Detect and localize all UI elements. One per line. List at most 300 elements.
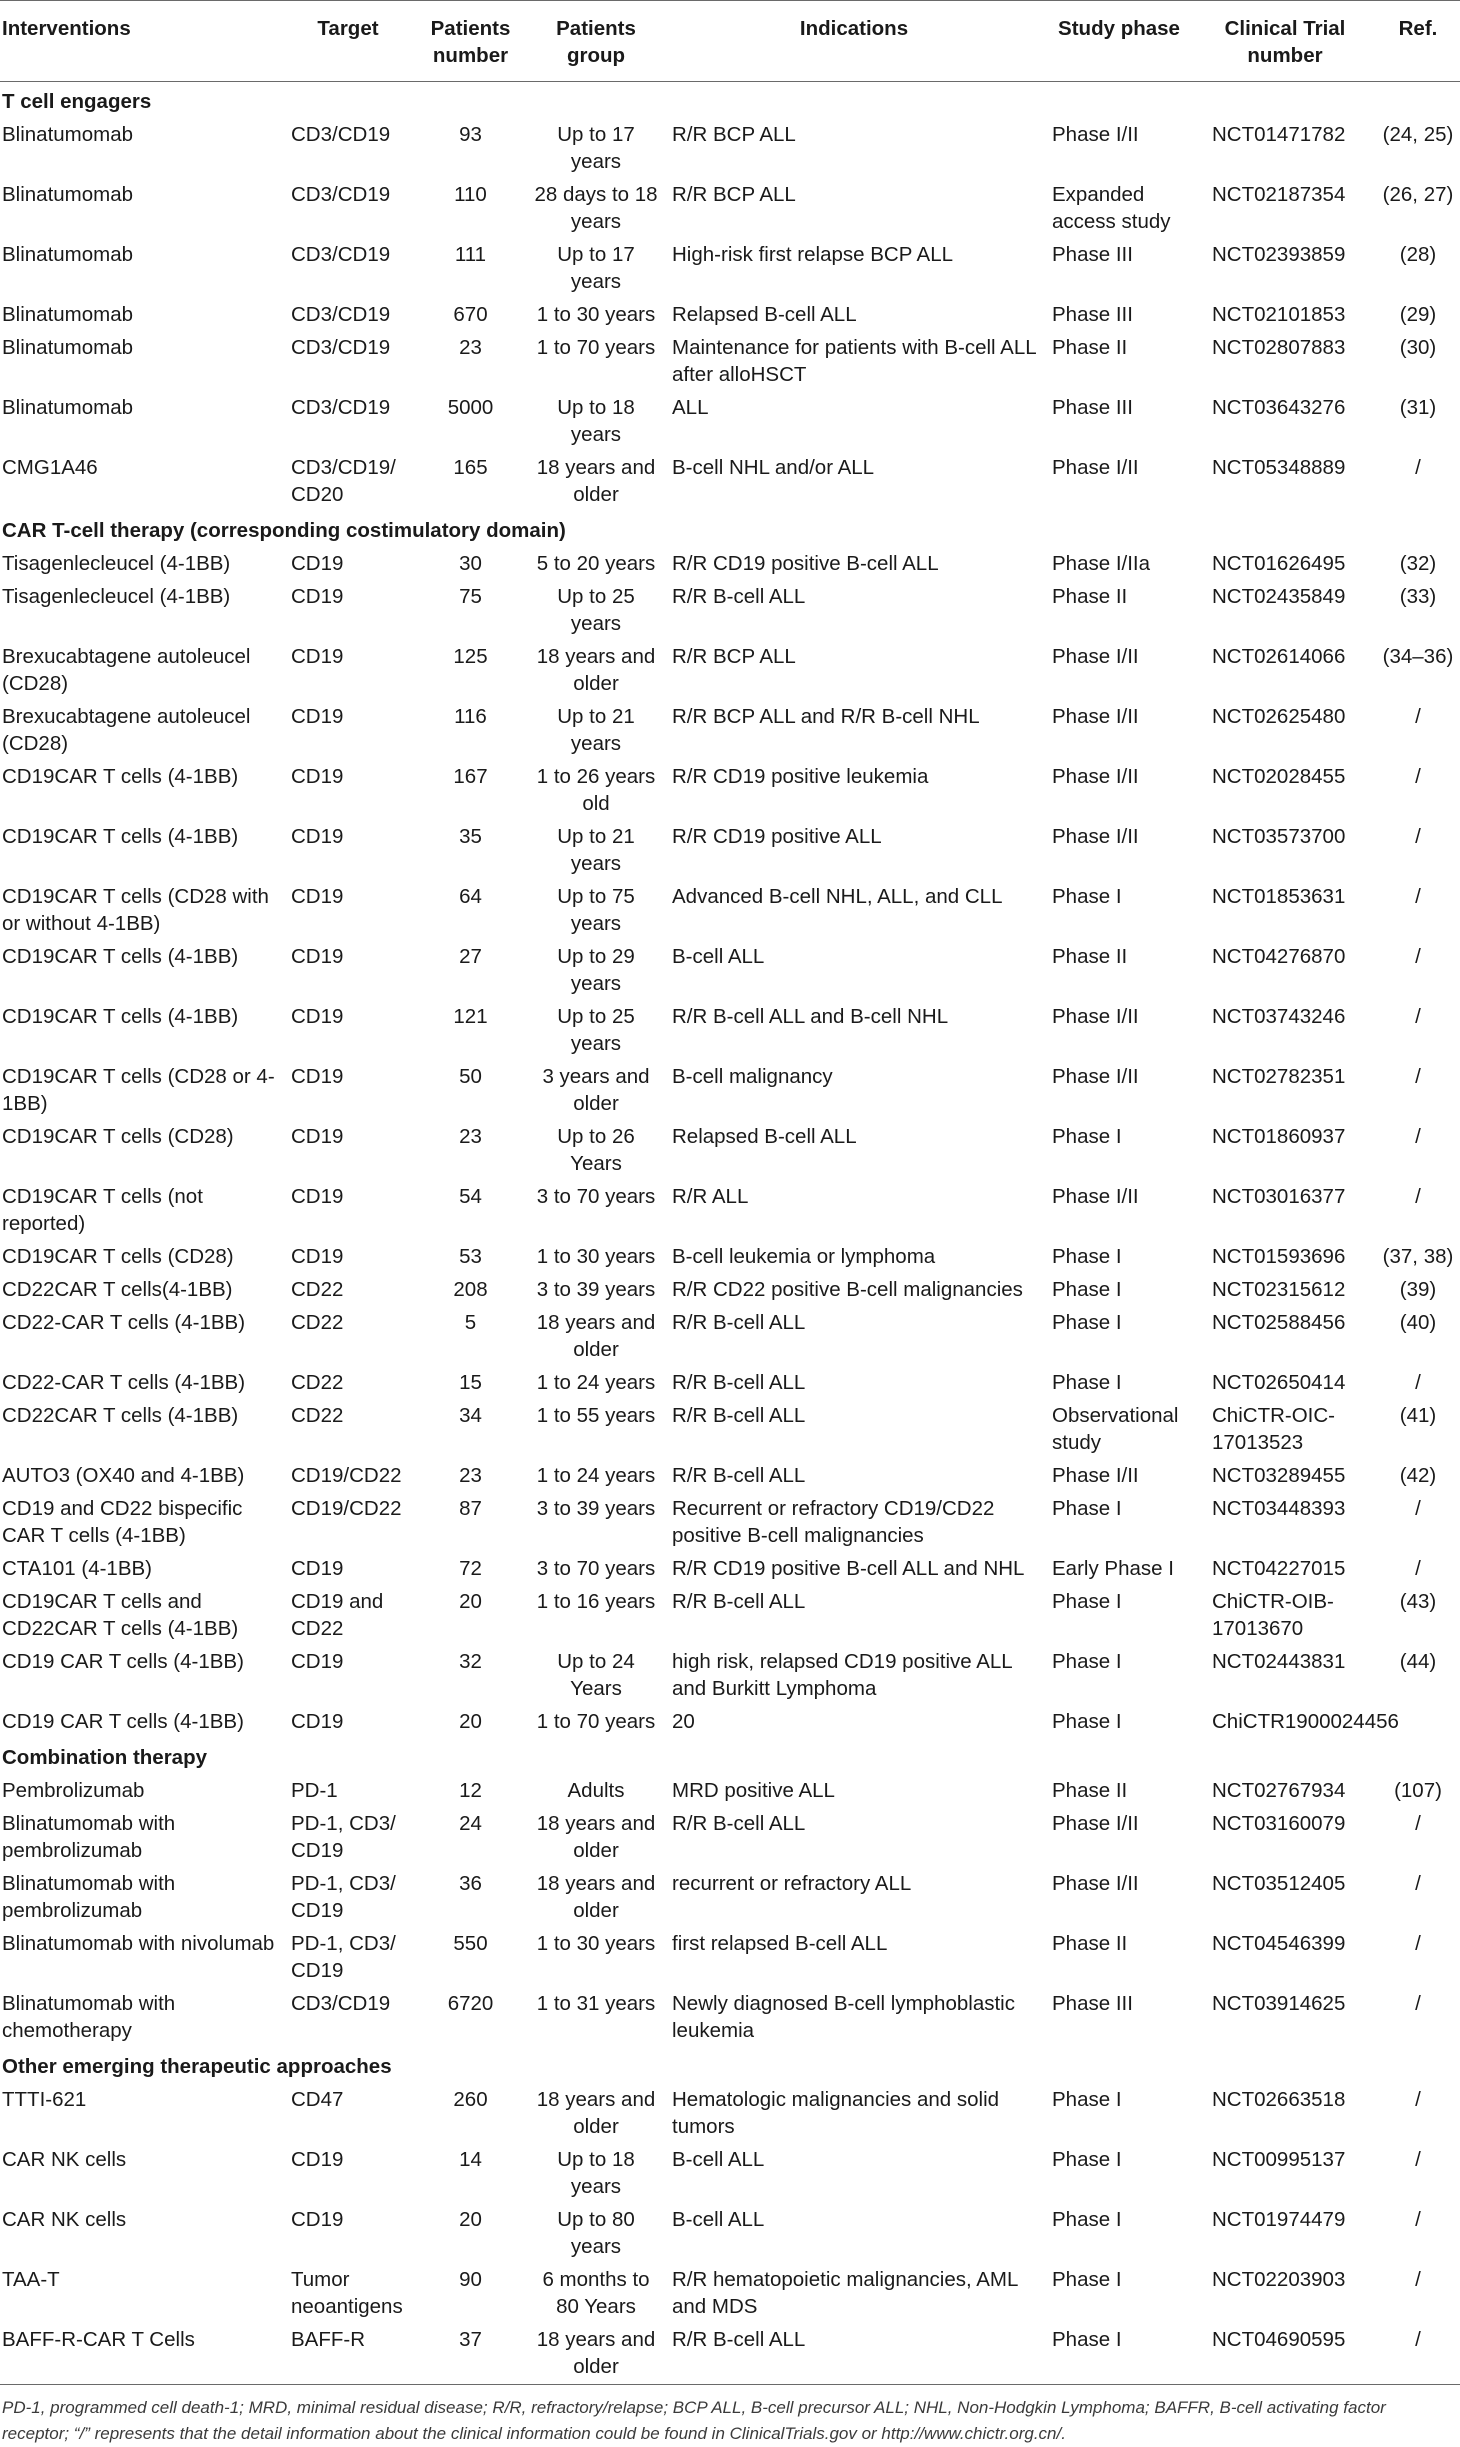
cell-patients-number: 34: [459, 1404, 482, 1427]
table-row: [0, 1492, 1460, 1552]
cell-patients-number: 260: [453, 2088, 488, 2111]
cell-indication: R/R B-cell ALL: [672, 1464, 806, 1487]
cell-study-phase: Phase I/II: [1052, 1185, 1139, 1208]
cell-intervention: Blinatumomab: [2, 396, 134, 419]
cell-patients-number: 670: [453, 303, 488, 326]
cell-target: CD19: [291, 1650, 344, 1673]
cell-patients-number: 5000: [447, 396, 494, 419]
cell-ref: /: [1415, 1557, 1421, 1580]
cell-target: CD19: [291, 825, 344, 848]
cell-ref: (44): [1399, 1650, 1437, 1673]
cell-intervention: Blinatumomab: [2, 183, 134, 206]
cell-patients-group: 1 to 70 years: [536, 1710, 656, 1733]
cell-target: PD-1, CD3/ CD19: [291, 1812, 396, 1862]
cell-ref: /: [1415, 1497, 1421, 1520]
cell-trial-number: NCT03914625: [1212, 1992, 1346, 2015]
table-row: [0, 760, 1460, 820]
cell-trial-number: NCT02614066: [1212, 645, 1346, 668]
table-row: [0, 547, 1460, 580]
cell-target: CD19: [291, 1185, 344, 1208]
cell-study-phase: Phase II: [1052, 585, 1128, 608]
cell-study-phase: Expanded access study: [1052, 183, 1171, 233]
cell-trial-number: NCT04546399: [1212, 1932, 1346, 1955]
cell-patients-group: 1 to 30 years: [536, 1245, 656, 1268]
cell-ref: /: [1415, 2208, 1421, 2231]
table-row: [0, 2263, 1460, 2323]
cell-trial-number: NCT02588456: [1212, 1311, 1346, 1334]
cell-indication: R/R B-cell ALL: [672, 585, 806, 608]
cell-patients-group: Up to 29 years: [557, 945, 635, 995]
cell-ref: (30): [1399, 336, 1437, 359]
cell-indication: high risk, relapsed CD19 positive ALL and Burkitt Lymphoma: [672, 1650, 1012, 1700]
cell-ref: (31): [1399, 396, 1437, 419]
cell-intervention: CD22CAR T cells (4-1BB): [2, 1404, 239, 1427]
cell-target: CD3/CD19: [291, 303, 391, 326]
cell-ref: /: [1415, 705, 1421, 728]
cell-patients-group: 1 to 30 years: [536, 303, 656, 326]
cell-trial-number: NCT02807883: [1212, 336, 1346, 359]
cell-indication: first relapsed B-cell ALL: [672, 1932, 888, 1955]
cell-ref: (34–36): [1382, 645, 1454, 668]
table-row: [0, 238, 1460, 298]
cell-study-phase: Phase I: [1052, 1311, 1122, 1334]
section-header-row: [0, 1738, 1460, 1774]
cell-target: CD19 and CD22: [291, 1590, 384, 1640]
header-indications: Indications: [664, 1, 1044, 82]
cell-patients-number: 111: [454, 243, 487, 266]
cell-trial-number: NCT01626495: [1212, 552, 1346, 575]
cell-intervention: CD19CAR T cells (CD28 with or without 4-1BB): [2, 885, 269, 935]
cell-patients-number: 23: [459, 336, 482, 359]
cell-ref: /: [1415, 825, 1421, 848]
cell-study-phase: Phase I/II: [1052, 1005, 1139, 1028]
cell-patients-number: 125: [453, 645, 488, 668]
cell-patients-group: 1 to 26 years old: [536, 765, 656, 815]
cell-patients-group: Up to 26 Years: [557, 1125, 635, 1175]
header-target: Target: [283, 1, 413, 82]
cell-study-phase: Phase I/II: [1052, 123, 1139, 146]
cell-patients-number: 75: [459, 585, 482, 608]
cell-intervention: CMG1A46: [2, 456, 98, 479]
cell-intervention: CD19CAR T cells (CD28 or 4-1BB): [2, 1065, 275, 1115]
cell-study-phase: Phase I/IIa: [1052, 552, 1151, 575]
cell-trial-number: NCT02767934: [1212, 1779, 1346, 1802]
cell-study-phase: Phase II: [1052, 336, 1128, 359]
cell-target: CD19: [291, 945, 344, 968]
header-trial-number: Clinical Trial number: [1194, 1, 1376, 82]
cell-patients-group: 18 years and older: [536, 645, 656, 695]
cell-patients-number: 14: [459, 2148, 482, 2171]
table-row: [0, 2083, 1460, 2143]
cell-study-phase: Phase I: [1052, 2208, 1122, 2231]
cell-intervention: Tisagenlecleucel (4-1BB): [2, 585, 231, 608]
cell-target: CD3/CD19: [291, 396, 391, 419]
cell-patients-number: 167: [453, 765, 488, 788]
header-patients-number: Patients number: [413, 1, 528, 82]
cell-indication: Advanced B-cell NHL, ALL, and CLL: [672, 885, 1003, 908]
cell-patients-number: 72: [459, 1557, 482, 1580]
table-row: [0, 1306, 1460, 1366]
cell-patients-number: 90: [459, 2268, 482, 2291]
cell-patients-number: 87: [459, 1497, 482, 1520]
header-study-phase: Study phase: [1044, 1, 1194, 82]
cell-patients-number: 15: [459, 1371, 482, 1394]
cell-intervention: CAR NK cells: [2, 2208, 127, 2231]
cell-study-phase: Phase I: [1052, 1650, 1122, 1673]
table-row: [0, 1807, 1460, 1867]
cell-target: CD19/CD22: [291, 1464, 402, 1487]
cell-ref: (41): [1399, 1404, 1437, 1427]
cell-study-phase: Phase I/II: [1052, 1812, 1139, 1835]
cell-patients-group: Up to 18 years: [557, 2148, 635, 2198]
cell-target: CD19: [291, 585, 344, 608]
cell-study-phase: Observational study: [1052, 1404, 1179, 1454]
cell-patients-number: 6720: [447, 1992, 494, 2015]
cell-patients-group: 28 days to 18 years: [534, 183, 658, 233]
cell-intervention: Blinatumomab with nivolumab: [2, 1932, 275, 1955]
cell-indication: R/R BCP ALL: [672, 645, 796, 668]
cell-trial-number: NCT02393859: [1212, 243, 1346, 266]
cell-study-phase: Phase I: [1044, 2323, 1194, 2385]
table-row: [0, 1645, 1460, 1705]
cell-target: Tumor neoantigens: [291, 2268, 403, 2318]
cell-trial-number: NCT03160079: [1212, 1812, 1346, 1835]
cell-indication: R/R BCP ALL and R/R B-cell NHL: [672, 705, 980, 728]
cell-indication: R/R BCP ALL: [672, 123, 796, 146]
cell-indication: R/R B-cell ALL: [672, 1311, 806, 1334]
cell-ref: /: [1415, 1371, 1421, 1394]
cell-trial-number: NCT04276870: [1212, 945, 1346, 968]
cell-study-phase: Phase II: [1052, 1779, 1128, 1802]
cell-target: CD19: [291, 2148, 344, 2171]
cell-ref: /: [1415, 2088, 1421, 2111]
cell-study-phase: Phase I/II: [1052, 765, 1139, 788]
header-ref: Ref.: [1376, 1, 1460, 82]
cell-intervention: AUTO3 (OX40 and 4-1BB): [2, 1464, 245, 1487]
cell-study-phase: Phase I: [1052, 2148, 1122, 2171]
table-row: [0, 1705, 1460, 1738]
cell-ref: (28): [1399, 243, 1437, 266]
cell-trial-number: NCT03016377: [1212, 1185, 1346, 1208]
cell-target: CD22: [291, 1371, 344, 1394]
cell-patients-number: 110: [454, 183, 487, 206]
cell-patients-number: 5: [464, 1311, 477, 1334]
cell-study-phase: Phase I/II: [1052, 1065, 1139, 1088]
cell-intervention: CD19CAR T cells and CD22CAR T cells (4-1BB): [2, 1590, 239, 1640]
cell-patients-group: 1 to 70 years: [536, 336, 656, 359]
cell-trial-number: NCT02782351: [1212, 1065, 1346, 1088]
cell-patients-number: 36: [459, 1872, 482, 1895]
table-row: [0, 1867, 1460, 1927]
table-row: [0, 391, 1460, 451]
cell-indication: Maintenance for patients with B-cell ALL after alloHSCT: [672, 336, 1036, 386]
cell-study-phase: Phase I: [1052, 2268, 1122, 2291]
cell-trial-number: NCT02435849: [1212, 585, 1346, 608]
cell-patients-number: 121: [453, 1005, 488, 1028]
cell-indication: R/R B-cell ALL: [664, 2323, 1044, 2385]
cell-patients-number: 23: [459, 1125, 482, 1148]
cell-target: CD22: [291, 1404, 344, 1427]
table-row: [0, 820, 1460, 880]
cell-intervention: CD19 CAR T cells (4-1BB): [2, 1650, 244, 1673]
cell-study-phase: Phase I: [1052, 1371, 1122, 1394]
cell-intervention: CD22CAR T cells(4-1BB): [2, 1278, 233, 1301]
cell-study-phase: Phase I: [1052, 1590, 1122, 1613]
cell-target: PD-1: [291, 1779, 338, 1802]
cell-patients-number: 20: [459, 1590, 482, 1613]
cell-patients-group: Up to 21 years: [557, 825, 635, 875]
cell-indication: ALL: [672, 396, 709, 419]
cell-intervention: Blinatumomab with pembrolizumab: [2, 1812, 176, 1862]
cell-trial-number: NCT02663518: [1212, 2088, 1346, 2111]
cell-patients-number: 30: [459, 552, 482, 575]
table-row: [0, 1399, 1460, 1459]
cell-indication: B-cell ALL: [672, 2148, 765, 2171]
cell-target: CD19: [291, 705, 344, 728]
cell-ref: (107): [1394, 1779, 1442, 1802]
cell-target: CD3/CD19: [291, 123, 391, 146]
cell-patients-group: 18 years and older: [536, 1872, 656, 1922]
cell-patients-number: 37: [413, 2323, 528, 2385]
cell-study-phase: Phase I/II: [1052, 645, 1139, 668]
cell-intervention: CD19CAR T cells (4-1BB): [2, 1005, 239, 1028]
table-row: [0, 1774, 1460, 1807]
cell-trial-number: NCT01471782: [1212, 123, 1346, 146]
cell-target: CD19: [291, 1245, 344, 1268]
cell-patients-group: 18 years and older: [536, 456, 656, 506]
cell-indication: Recurrent or refractory CD19/CD22 positive B-cell malignancies: [672, 1497, 995, 1547]
cell-trial-number: NCT03743246: [1212, 1005, 1346, 1028]
section-title: T cell engagers: [2, 90, 152, 113]
cell-trial-number: NCT01974479: [1212, 2208, 1346, 2231]
cell-indication: R/R CD19 positive leukemia: [672, 765, 929, 788]
cell-intervention: CD19CAR T cells (not reported): [2, 1185, 203, 1235]
cell-trial-number: NCT03289455: [1212, 1464, 1346, 1487]
cell-patients-group: 18 years and older: [536, 1812, 656, 1862]
cell-patients-number: 27: [459, 945, 482, 968]
table-row: [0, 451, 1460, 511]
cell-ref: /: [1415, 1005, 1421, 1028]
section-title: Other emerging therapeutic approaches: [2, 2055, 392, 2078]
cell-trial-number: NCT03573700: [1212, 825, 1346, 848]
cell-intervention: Brexucabtagene autoleucel (CD28): [2, 705, 251, 755]
cell-ref: /: [1415, 2268, 1421, 2291]
cell-intervention: CD22-CAR T cells (4-1BB): [2, 1311, 246, 1334]
cell-ref: (32): [1399, 552, 1437, 575]
cell-patients-number: 93: [459, 123, 482, 146]
cell-patients-number: 208: [453, 1278, 488, 1301]
cell-intervention: CD19CAR T cells (CD28): [2, 1245, 234, 1268]
cell-patients-group: 18 years and older: [536, 1311, 656, 1361]
cell-patients-group: 1 to 31 years: [536, 1992, 656, 2015]
table-row: [0, 1987, 1460, 2047]
cell-ref: (33): [1399, 585, 1437, 608]
cell-study-phase: Phase III: [1052, 303, 1133, 326]
table-row: [0, 1180, 1460, 1240]
cell-study-phase: Phase I/II: [1052, 1464, 1139, 1487]
table-row: [0, 1060, 1460, 1120]
cell-ref: /: [1415, 765, 1421, 788]
cell-patients-number: 20: [459, 2208, 482, 2231]
header-interventions: Interventions: [0, 1, 283, 82]
cell-target: CD19: [291, 1557, 344, 1580]
cell-study-phase: Phase II: [1052, 1932, 1128, 1955]
cell-intervention: CD19CAR T cells (4-1BB): [2, 765, 239, 788]
section-title: CAR T-cell therapy (corresponding costimulatory domain): [2, 519, 566, 542]
cell-study-phase: Phase I/II: [1052, 456, 1139, 479]
cell-target: CD22: [291, 1278, 344, 1301]
table-row: [0, 1366, 1460, 1399]
cell-trial-number: NCT02315612: [1212, 1278, 1346, 1301]
cell-patients-number: 23: [459, 1464, 482, 1487]
cell-patients-group: Up to 21 years: [557, 705, 635, 755]
table-row: [0, 2203, 1460, 2263]
cell-patients-number: 116: [454, 705, 487, 728]
cell-intervention: Tisagenlecleucel (4-1BB): [2, 552, 231, 575]
cell-patients-number: 50: [459, 1065, 482, 1088]
cell-target: CD19: [291, 1125, 344, 1148]
cell-patients-group: 3 years and older: [542, 1065, 650, 1115]
cell-patients-group: Adults: [567, 1779, 625, 1802]
table-row: [0, 1273, 1460, 1306]
cell-ref: (42): [1399, 1464, 1437, 1487]
table-row: [0, 1120, 1460, 1180]
cell-ref: (40): [1399, 1311, 1437, 1334]
cell-ref: /: [1415, 1812, 1421, 1835]
cell-trial-number: NCT00995137: [1212, 2148, 1346, 2171]
cell-intervention: Blinatumomab: [2, 243, 134, 266]
cell-ref: (29): [1399, 303, 1437, 326]
cell-indication: R/R B-cell ALL: [672, 1812, 806, 1835]
table-footnote: PD-1, programmed cell death-1; MRD, minimal residual disease; R/R, refractory/relapse; BCP ALL, B-cell precursor ALL; NHL, Non-Hodgkin Lymphoma; BAFFR, B-cell activating factor receptor; “/” represents that the detail information about the clinical information could be found in ClinicalTrials.gov or http://www.chictr.org.cn/.: [2, 2398, 1386, 2443]
cell-patients-group: 3 to 39 years: [536, 1497, 656, 1520]
cell-patients-group: 1 to 30 years: [536, 1932, 656, 1955]
cell-indication: Relapsed B-cell ALL: [672, 1125, 857, 1148]
cell-target: CD19: [291, 1065, 344, 1088]
cell-patients-group: 1 to 24 years: [536, 1371, 656, 1394]
cell-indication: Hematologic malignancies and solid tumors: [672, 2088, 1000, 2138]
cell-indication: B-cell ALL: [672, 945, 765, 968]
cell-intervention: CD19 and CD22 bispecific CAR T cells (4-1BB): [2, 1497, 243, 1547]
cell-intervention: TTTI-621: [2, 2088, 87, 2111]
cell-patients-group: 3 to 70 years: [536, 1557, 656, 1580]
cell-patients-number: 12: [459, 1779, 482, 1802]
cell-study-phase: Phase I: [1052, 1278, 1122, 1301]
cell-patients-number: 54: [459, 1185, 482, 1208]
table-row: [0, 1927, 1460, 1987]
cell-indication: B-cell NHL and/or ALL: [672, 456, 875, 479]
cell-study-phase: Phase I/II: [1052, 1872, 1139, 1895]
cell-indication: R/R BCP ALL: [672, 183, 796, 206]
cell-indication: R/R CD22 positive B-cell malignancies: [672, 1278, 1023, 1301]
cell-indication: High-risk first relapse BCP ALL: [672, 243, 954, 266]
cell-trial-number: NCT03643276: [1212, 396, 1346, 419]
cell-study-phase: Phase I: [1052, 1710, 1122, 1733]
cell-trial-number: NCT01593696: [1212, 1245, 1346, 1268]
cell-study-phase: Phase I/II: [1052, 825, 1139, 848]
header-patients-group: Patients group: [528, 1, 664, 82]
cell-patients-number: 165: [453, 456, 488, 479]
cell-indication: R/R B-cell ALL and B-cell NHL: [672, 1005, 949, 1028]
cell-intervention: CAR NK cells: [2, 2148, 127, 2171]
cell-trial-number: NCT03448393: [1212, 1497, 1346, 1520]
cell-ref: /: [1415, 1932, 1421, 1955]
cell-intervention: Blinatumomab: [2, 336, 134, 359]
cell-study-phase: Phase I: [1052, 1497, 1122, 1520]
cell-trial-number: NCT02203903: [1212, 2268, 1346, 2291]
cell-patients-group: 18 years and older: [528, 2323, 664, 2385]
cell-intervention: CTA101 (4-1BB): [2, 1557, 153, 1580]
cell-intervention: CD19CAR T cells (4-1BB): [2, 945, 239, 968]
cell-indication: B-cell malignancy: [672, 1065, 833, 1088]
cell-ref: (26, 27): [1382, 183, 1454, 206]
header-row: [0, 1, 1460, 82]
section-header-row: [0, 511, 1460, 547]
cell-intervention: CD19CAR T cells (CD28): [2, 1125, 234, 1148]
cell-indication: B-cell leukemia or lymphoma: [672, 1245, 936, 1268]
table-body: [0, 82, 1460, 2385]
cell-ref: /: [1415, 2148, 1421, 2171]
table-row: [0, 1240, 1460, 1273]
cell-trial-number: NCT02187354: [1212, 183, 1346, 206]
table-header: [0, 1, 1460, 82]
cell-trial-number: ChiCTR-OIC-17013523: [1212, 1404, 1335, 1454]
cell-trial-number: NCT02443831: [1212, 1650, 1346, 1673]
cell-intervention: CD19CAR T cells (4-1BB): [2, 825, 239, 848]
cell-patients-number: 64: [459, 885, 482, 908]
cell-indication: R/R CD19 positive B-cell ALL and NHL: [672, 1557, 1025, 1580]
cell-intervention: CD22-CAR T cells (4-1BB): [2, 1371, 246, 1394]
cell-target: BAFF-R: [283, 2323, 413, 2385]
cell-trial-number: NCT04227015: [1212, 1557, 1346, 1580]
cell-patients-group: Up to 75 years: [557, 885, 635, 935]
cell-intervention: Blinatumomab with chemotherapy: [2, 1992, 176, 2042]
cell-target: CD19: [291, 1005, 344, 1028]
cell-trial-number: NCT03512405: [1212, 1872, 1346, 1895]
cell-patients-group: Up to 25 years: [557, 585, 635, 635]
table-row: [0, 1459, 1460, 1492]
cell-patients-group: 1 to 55 years: [536, 1404, 656, 1427]
cell-target: CD3/CD19: [291, 183, 391, 206]
cell-ref: (24, 25): [1382, 123, 1454, 146]
cell-target: CD3/CD19/ CD20: [291, 456, 396, 506]
cell-intervention: Blinatumomab: [2, 123, 134, 146]
cell-indication: R/R B-cell ALL: [672, 1404, 806, 1427]
cell-intervention: CD19 CAR T cells (4-1BB): [2, 1710, 244, 1733]
cell-trial-number: NCT04690595: [1194, 2323, 1376, 2385]
cell-patients-group: Up to 80 years: [557, 2208, 635, 2258]
table-row: [0, 118, 1460, 178]
cell-ref: /: [1415, 1185, 1421, 1208]
cell-intervention: Blinatumomab: [2, 303, 134, 326]
cell-patients-group: 5 to 20 years: [536, 552, 656, 575]
cell-study-phase: Phase I: [1052, 885, 1122, 908]
cell-patients-group: Up to 24 Years: [557, 1650, 635, 1700]
cell-target: CD3/CD19: [291, 243, 391, 266]
cell-patients-group: 18 years and older: [536, 2088, 656, 2138]
cell-target: CD19/CD22: [291, 1497, 402, 1520]
cell-indication: Relapsed B-cell ALL: [672, 303, 857, 326]
cell-target: CD19: [291, 1710, 344, 1733]
cell-patients-group: 1 to 16 years: [536, 1590, 656, 1613]
table-row: [0, 580, 1460, 640]
cell-study-phase: Phase III: [1052, 243, 1133, 266]
section-title: Combination therapy: [2, 1746, 208, 1769]
cell-study-phase: Phase I: [1052, 1125, 1122, 1148]
cell-target: CD19: [291, 885, 344, 908]
cell-patients-group: 6 months to 80 Years: [542, 2268, 650, 2318]
cell-ref: /: [1415, 456, 1421, 479]
